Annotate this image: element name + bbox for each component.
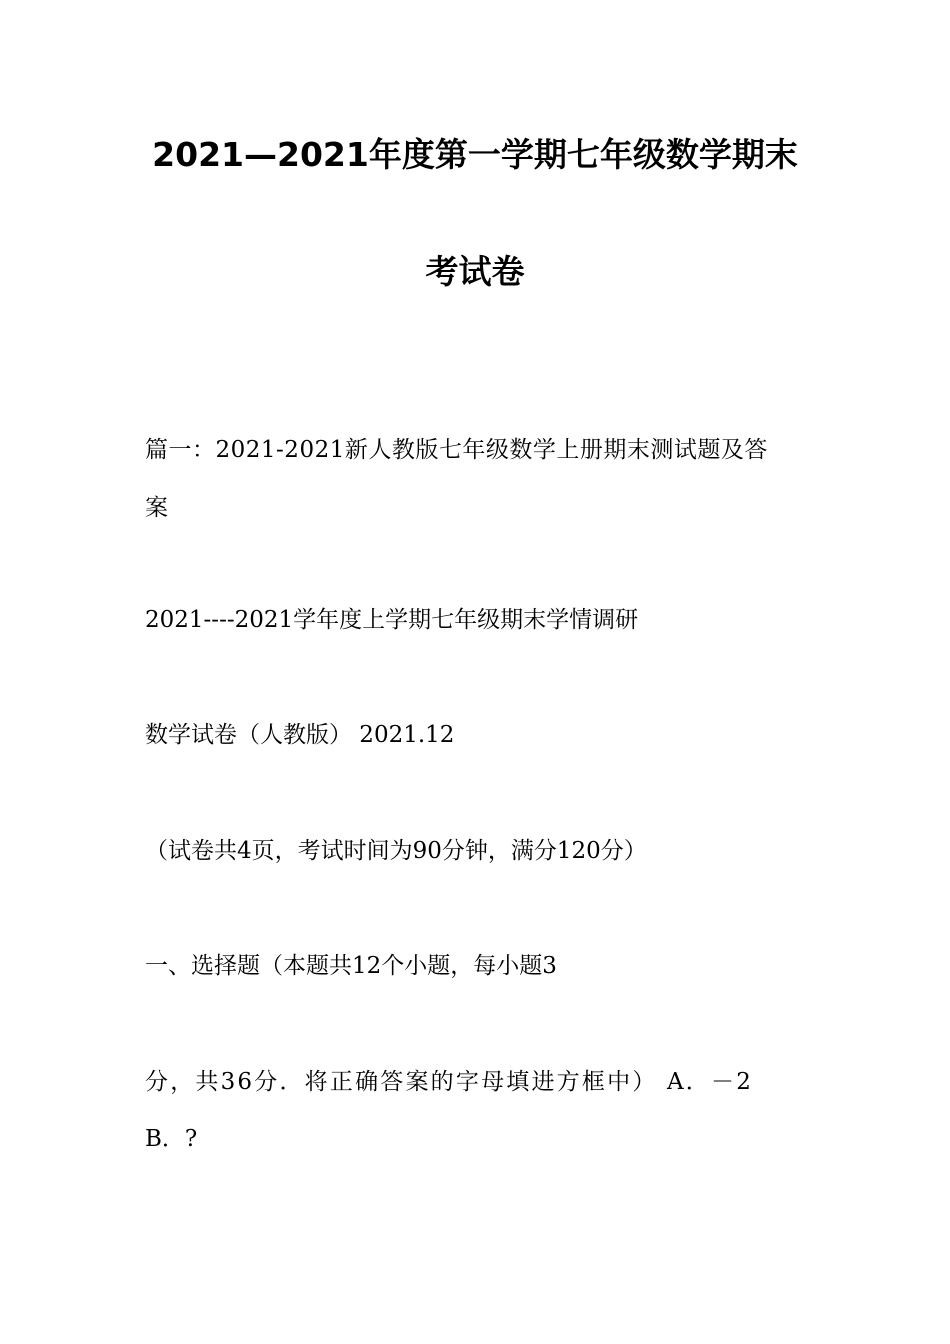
paragraph-exam-year: 2021----2021学年度上学期七年级期末学情调研 [145,607,639,633]
paragraph-source-heading-continued: 案 [145,495,168,521]
paragraph-section-instructions: 分，共36分．将正确答案的字母填进方框中） A．－2 [145,1069,754,1095]
paragraph-source-heading: 篇一：2021-2021新人教版七年级数学上册期末测试题及答 [145,437,768,463]
document-title-line-1: 2021—2021年度第一学期七年级数学期末 [152,135,798,174]
paragraph-exam-name-date: 数学试卷（人教版） 2021.12 [145,722,455,748]
paragraph-section-heading: 一、选择题（本题共12个小题，每小题3 [145,953,557,979]
document-title-line-2: 考试卷 [425,252,525,291]
paragraph-exam-info: （试卷共4页，考试时间为90分钟，满分120分） [145,838,647,864]
paragraph-option-b: B．? [145,1126,198,1152]
